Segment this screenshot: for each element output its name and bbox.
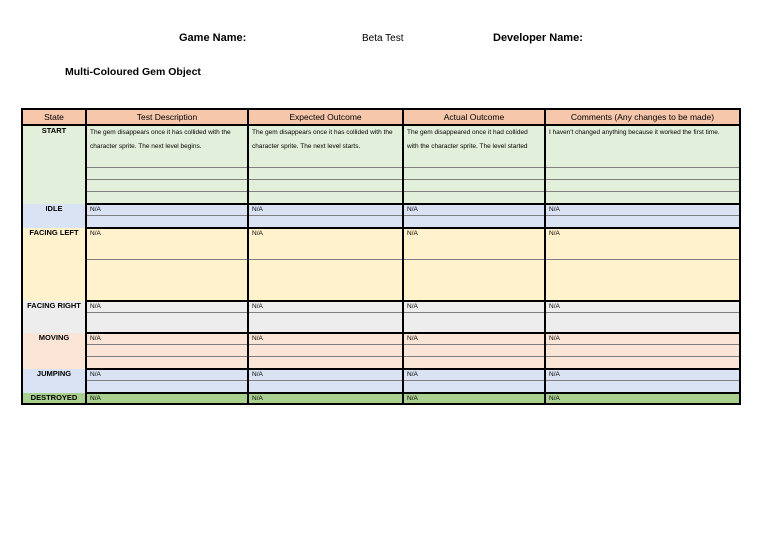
- column-header-test-description: Test Description: [86, 109, 248, 125]
- comments-cell[interactable]: N/A: [545, 333, 740, 345]
- game-name-value[interactable]: Beta Test: [362, 33, 404, 44]
- column-header-state: State: [22, 109, 86, 125]
- actual-outcome-cell[interactable]: N/A: [403, 228, 545, 260]
- table-subrow: [22, 260, 740, 302]
- empty-cell[interactable]: [248, 180, 403, 192]
- empty-cell[interactable]: [86, 180, 248, 192]
- empty-cell[interactable]: [403, 260, 545, 302]
- actual-outcome-cell[interactable]: N/A: [403, 369, 545, 381]
- state-cell: MOVING: [22, 333, 86, 369]
- actual-outcome-cell[interactable]: N/A: [403, 393, 545, 404]
- table-header-row: [22, 109, 740, 125]
- table-subrow: [22, 313, 740, 334]
- column-header-comments: Comments (Any changes to be made): [545, 109, 740, 125]
- empty-cell[interactable]: [86, 260, 248, 302]
- table-row: [22, 393, 740, 404]
- expected-outcome-cell[interactable]: N/A: [248, 228, 403, 260]
- empty-cell[interactable]: [248, 168, 403, 180]
- comments-cell[interactable]: N/A: [545, 393, 740, 404]
- empty-cell[interactable]: [86, 357, 248, 370]
- table-row: [22, 204, 740, 216]
- comments-cell[interactable]: I haven't changed anything because it worked the first time.: [545, 125, 740, 168]
- state-cell: DESTROYED: [22, 393, 86, 404]
- developer-name-label: Developer Name:: [493, 32, 583, 44]
- game-name-label: Game Name:: [179, 32, 247, 44]
- empty-cell[interactable]: [545, 260, 740, 302]
- state-cell: FACING RIGHT: [22, 301, 86, 333]
- empty-cell[interactable]: [403, 345, 545, 357]
- expected-outcome-cell[interactable]: N/A: [248, 333, 403, 345]
- table-subrow: [22, 168, 740, 180]
- empty-cell[interactable]: [86, 216, 248, 229]
- test-description-cell[interactable]: N/A: [86, 369, 248, 381]
- comments-cell[interactable]: N/A: [545, 228, 740, 260]
- table-subrow: [22, 345, 740, 357]
- comments-cell[interactable]: N/A: [545, 369, 740, 381]
- actual-outcome-cell[interactable]: The gem disappeared once it had collided with the character sprite. The level started: [403, 125, 545, 168]
- empty-cell[interactable]: [545, 192, 740, 205]
- expected-outcome-cell[interactable]: N/A: [248, 204, 403, 216]
- table-row: [22, 369, 740, 381]
- comments-cell[interactable]: N/A: [545, 204, 740, 216]
- empty-cell[interactable]: [248, 313, 403, 334]
- state-cell: JUMPING: [22, 369, 86, 393]
- table-row: [22, 125, 740, 168]
- test-description-cell[interactable]: N/A: [86, 204, 248, 216]
- empty-cell[interactable]: [248, 345, 403, 357]
- empty-cell[interactable]: [403, 192, 545, 205]
- expected-outcome-cell[interactable]: The gem disappears once it has collided with the character sprite. The next level starts.: [248, 125, 403, 168]
- test-description-cell[interactable]: N/A: [86, 333, 248, 345]
- empty-cell[interactable]: [403, 381, 545, 394]
- empty-cell[interactable]: [248, 357, 403, 370]
- test-description-cell[interactable]: N/A: [86, 301, 248, 313]
- empty-cell[interactable]: [403, 168, 545, 180]
- table-subrow: [22, 216, 740, 229]
- test-description-cell[interactable]: N/A: [86, 393, 248, 404]
- empty-cell[interactable]: [248, 192, 403, 205]
- table-subrow: [22, 192, 740, 205]
- state-cell: IDLE: [22, 204, 86, 228]
- test-description-cell[interactable]: N/A: [86, 228, 248, 260]
- actual-outcome-cell[interactable]: N/A: [403, 301, 545, 313]
- table-row: [22, 228, 740, 260]
- table-subrow: [22, 381, 740, 394]
- empty-cell[interactable]: [545, 313, 740, 334]
- expected-outcome-cell[interactable]: N/A: [248, 393, 403, 404]
- empty-cell[interactable]: [86, 168, 248, 180]
- test-description-cell[interactable]: The gem disappears once it has collided with the character sprite. The next level begins.: [86, 125, 248, 168]
- empty-cell[interactable]: [545, 345, 740, 357]
- empty-cell[interactable]: [403, 180, 545, 192]
- empty-cell[interactable]: [86, 345, 248, 357]
- empty-cell[interactable]: [403, 313, 545, 334]
- empty-cell[interactable]: [248, 260, 403, 302]
- empty-cell[interactable]: [545, 216, 740, 229]
- empty-cell[interactable]: [86, 192, 248, 205]
- empty-cell[interactable]: [403, 357, 545, 370]
- empty-cell[interactable]: [248, 381, 403, 394]
- empty-cell[interactable]: [545, 168, 740, 180]
- empty-cell[interactable]: [545, 180, 740, 192]
- empty-cell[interactable]: [403, 216, 545, 229]
- actual-outcome-cell[interactable]: N/A: [403, 333, 545, 345]
- empty-cell[interactable]: [545, 381, 740, 394]
- column-header-expected-outcome: Expected Outcome: [248, 109, 403, 125]
- test-table: [21, 108, 741, 405]
- document-subtitle: Multi-Coloured Gem Object: [65, 66, 201, 78]
- table-row: [22, 333, 740, 345]
- empty-cell[interactable]: [248, 216, 403, 229]
- comments-cell[interactable]: N/A: [545, 301, 740, 313]
- empty-cell[interactable]: [86, 313, 248, 334]
- state-cell: FACING LEFT: [22, 228, 86, 301]
- column-header-actual-outcome: Actual Outcome: [403, 109, 545, 125]
- expected-outcome-cell[interactable]: N/A: [248, 301, 403, 313]
- empty-cell[interactable]: [545, 357, 740, 370]
- table-subrow: [22, 357, 740, 370]
- empty-cell[interactable]: [86, 381, 248, 394]
- actual-outcome-cell[interactable]: N/A: [403, 204, 545, 216]
- table-row: [22, 301, 740, 313]
- table-subrow: [22, 180, 740, 192]
- state-cell: START: [22, 125, 86, 204]
- expected-outcome-cell[interactable]: N/A: [248, 369, 403, 381]
